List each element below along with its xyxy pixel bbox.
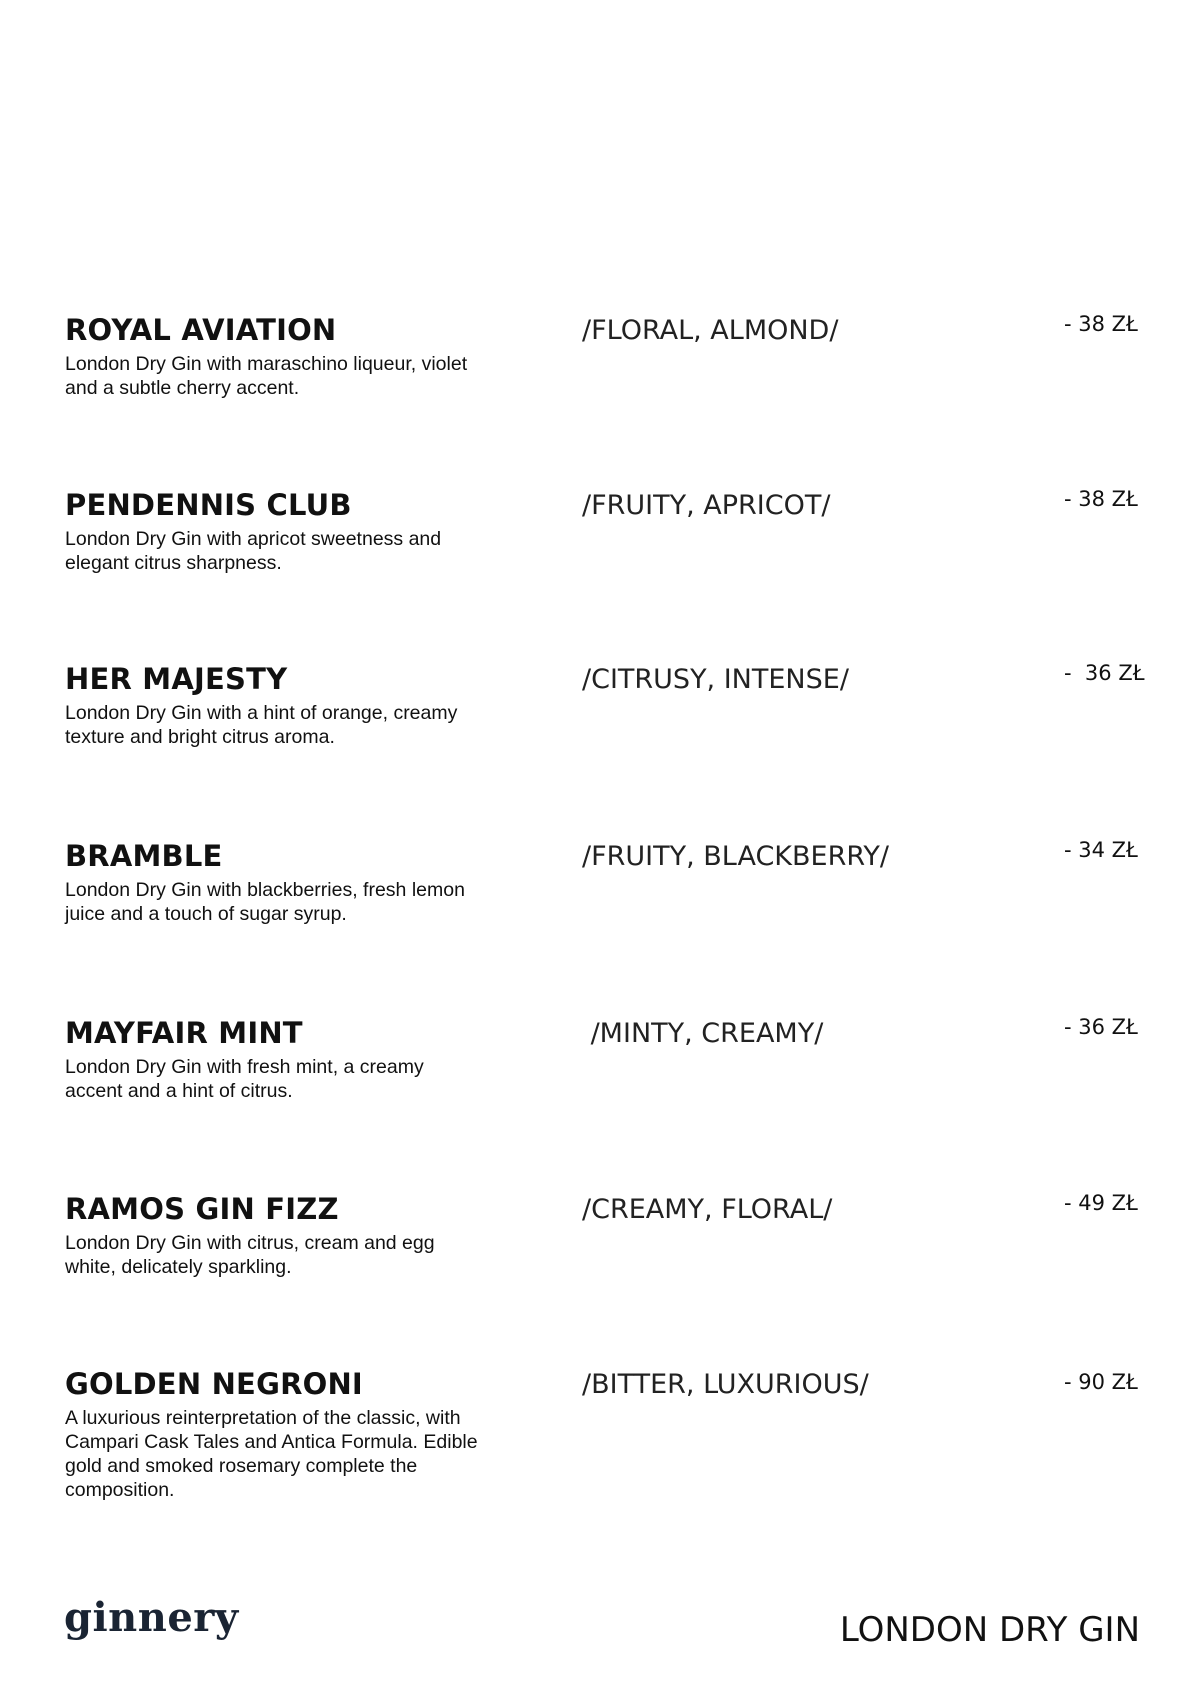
item-name: MAYFAIR MINT [65, 1016, 303, 1050]
item-price: - 38 ZŁ [1064, 487, 1138, 511]
item-price: - 34 ZŁ [1064, 838, 1138, 862]
item-flavor: /FRUITY, BLACKBERRY/ [582, 841, 889, 872]
item-flavor: /CREAMY, FLORAL/ [582, 1194, 833, 1225]
item-price: - 38 ZŁ [1064, 312, 1138, 336]
item-flavor: /FRUITY, APRICOT/ [582, 490, 831, 521]
item-price: - 36 ZŁ [1064, 661, 1145, 685]
item-name: ROYAL AVIATION [65, 313, 337, 347]
item-price: - 90 ZŁ [1064, 1370, 1138, 1394]
item-name: GOLDEN NEGRONI [65, 1367, 363, 1401]
menu-item-mayfair-mint [0, 1015, 1200, 1185]
item-name: PENDENNIS CLUB [65, 488, 352, 522]
menu-item-bramble [0, 838, 1200, 1008]
item-flavor: /FLORAL, ALMOND/ [582, 315, 839, 346]
menu-item-her-majesty [0, 661, 1200, 831]
item-description: London Dry Gin with citrus, cream and egg white, delicately sparkling. [65, 1232, 435, 1278]
item-name: BRAMBLE [65, 839, 223, 873]
item-flavor: /MINTY, CREAMY/ [582, 1018, 824, 1049]
item-price: - 36 ZŁ [1064, 1015, 1138, 1039]
item-flavor: /CITRUSY, INTENSE/ [582, 664, 849, 695]
ginnery-logo: ginnery [64, 1594, 239, 1641]
item-name: HER MAJESTY [65, 662, 288, 696]
menu-item-golden-negroni [0, 1366, 1200, 1536]
item-description: London Dry Gin with blackberries, fresh lemon juice and a touch of sugar syrup. [65, 879, 465, 925]
item-description: London Dry Gin with maraschino liqueur, violet and a subtle cherry accent. [65, 353, 468, 399]
item-description: London Dry Gin with fresh mint, a creamy accent and a hint of citrus. [65, 1056, 424, 1102]
section-title: LONDON DRY GIN [839, 1610, 1140, 1650]
menu-item-royal-aviation [0, 312, 1200, 482]
menu-item-ramos-gin-fizz [0, 1191, 1200, 1361]
menu-item-pendennis-club [0, 487, 1200, 657]
item-flavor: /BITTER, LUXURIOUS/ [582, 1369, 869, 1400]
item-description: London Dry Gin with a hint of orange, creamy texture and bright citrus aroma. [65, 702, 458, 748]
item-price: - 49 ZŁ [1064, 1191, 1138, 1215]
item-description: A luxurious reinterpretation of the classic, with Campari Cask Tales and Antica Formula. Edible gold and smoked rosemary complete the composition. [65, 1407, 478, 1501]
item-name: RAMOS GIN FIZZ [65, 1192, 339, 1226]
item-description: London Dry Gin with apricot sweetness and elegant citrus sharpness. [65, 528, 442, 574]
